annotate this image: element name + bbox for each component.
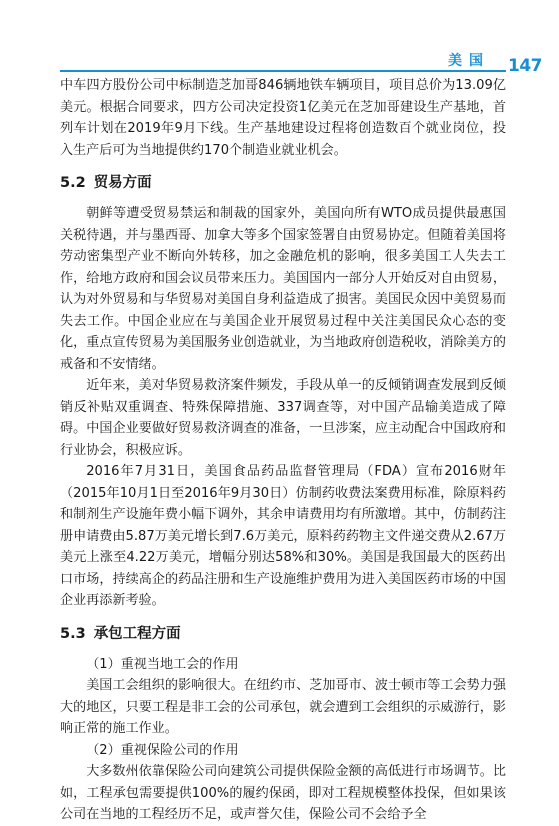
body-paragraph: 大多数州依靠保险公司向建筑公司提供保险金额的高低进行市场调节。比如，工程承包需要提供100%的履约保函，即对工程规模整体投保，但如果该公司在当地的工程经历不足，或声誉欠佳，保险公司不会给予全	[60, 764, 506, 822]
subsection-heading: （1）重视当地工会的作用	[86, 656, 239, 672]
section-heading-5-3	[60, 624, 506, 644]
subsection-heading: （2）重视保险公司的作用	[86, 742, 239, 758]
body-paragraph: 2016年7月31日，美国食品药品监督管理局（FDA）宣布2016财年（2015年10月1日至2016年9月30日）仿制药收费法案费用标准，除原料药和制剂生产设施年费小幅下调外，其余申请费用均有所激增。其中，仿制药注册申请费由5.87万美元增长到7.6万美元，原料药药物主文件递交费从2.67万美元上涨至4.22万美元，增幅分别达58%和30%。美国是我国最大的医药出口市场，持续高企的药品注册和生产设施维护费用为进入美国医药市场的中国企业再添新考验。	[60, 464, 506, 608]
section-heading-5-2	[60, 173, 506, 193]
intro-paragraph: 中车四方股份公司中标制造芝加哥846辆地铁车辆项目，项目总价为13.09亿美元。根据合同要求，四方公司决定投资1亿美元在芝加哥建设生产基地，首列车计划在2019年9月下线。生产基地建设过程将创造数百个就业岗位，投入生产后可为当地提供约170个制造业就业机会。	[60, 78, 506, 158]
header-rule	[60, 70, 506, 72]
page-number: 147	[508, 56, 542, 76]
body-paragraph: 近年来，美对华贸易救济案件频发，手段从单一的反倾销调查发展到反倾销反补贴双重调查、特殊保障措施、337调查等，对中国产品输美造成了障碍。中国企业要做好贸易救济调查的准备，一旦涉案，应主动配合中国政府和行业协会，积极应诉。	[60, 378, 506, 458]
section-number: 5.2	[60, 175, 86, 191]
section-title: 贸易方面	[93, 175, 152, 191]
section-number: 5.3	[60, 625, 86, 642]
running-header-label: 美国	[448, 53, 490, 69]
section-title: 承包工程方面	[93, 625, 181, 642]
body-paragraph: 美国工会组织的影响很大。在纽约市、芝加哥市、波士顿市等工会势力强大的地区，只要工程是非工会的公司承包，就会遭到工会组织的示威游行，影响正常的施工作业。	[60, 678, 506, 736]
page-body	[60, 75, 506, 826]
body-paragraph: 朝鲜等遭受贸易禁运和制裁的国家外，美国向所有WTO成员提供最惠国关税待遇，并与墨西哥、加拿大等多个国家签署自由贸易协定。但随着美国将劳动密集型产业不断向外转移，加之金融危机的影响，很多美国工人失去工作，给地方政府和国会议员带来压力。美国国内一部分人开始反对自由贸易，认为对外贸易和与华贸易对美国自身利益造成了损害。美国民众因中美贸易而失去工作。中国企业应在与美国企业开展贸易过程中关注美国民众心态的变化，重点宣传贸易为美国服务业创造就业，为当地政府创造税收，消除美方的戒备和不安情绪。	[60, 206, 506, 372]
